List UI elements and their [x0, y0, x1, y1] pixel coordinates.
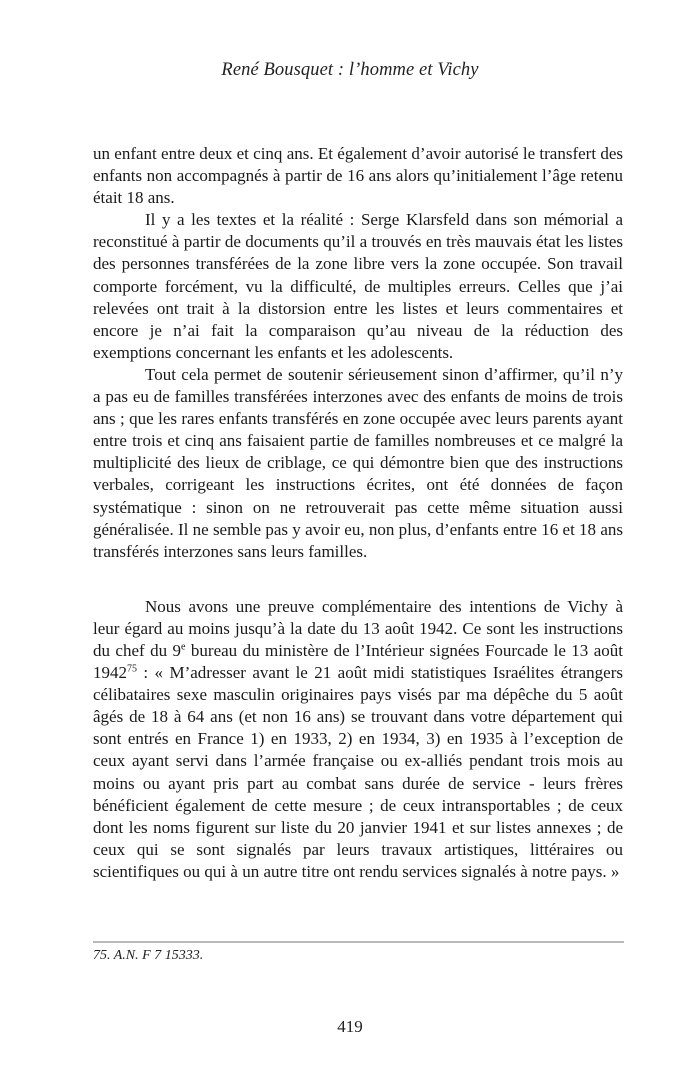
paragraph-spacer: [93, 563, 623, 596]
footnote-separator-rule: [93, 941, 624, 943]
body-text: [93, 143, 623, 883]
paragraph-4: [93, 596, 623, 883]
footnote-reference-75[interactable]: 75: [127, 663, 137, 675]
paragraph-4-part-2: bureau du ministère de l’Intérieur signées Fourcade le 13 août 1942: [93, 640, 623, 683]
footnote-75: 75. A.N. F 7 15333.: [93, 948, 204, 963]
paragraph-4-quotation: : « M’adresser avant le 21 août midi statistiques Israélites étrangers célibataires sexe masculin originaires pays visés par ma dépêche du 5 août âgés de 18 à 64 ans (et non 16 ans) se trouvant dans votre département qui sont entrés en France 1) en 1933, 2) en 1934, 3) en 1935 à l’exception de ceux ayant servi dans l’armée française ou ex-alliés pendant trois mois au moins ou ayant pris part au combat sans durée de service - leurs frères bénéficient également de cette mesure ; de ceux intransportables ; de ceux dont les noms figurent sur liste du 20 janvier 1941 et sur listes annexes ; de ceux qui se sont signalés par leurs travaux artistiques, littéraires ou scientifiques ou qui à un autre titre ont rendu services signalés à notre pays. »: [93, 663, 623, 881]
paragraph-1: un enfant entre deux et cinq ans. Et également d’avoir autorisé le transfert des enfants non accompagnés à partir de 16 ans alors qu’initialement l’âge retenu était 18 ans.: [93, 144, 623, 208]
running-header-title: René Bousquet : l’homme et Vichy: [221, 60, 479, 80]
paragraph-4-part-1: Nous avons une preuve complémentaire des intentions de Vichy à leur égard au moins jusqu’à la date du 13 août 1942. Ce sont les instructions du chef du 9: [93, 596, 623, 660]
page-number: 419: [337, 1017, 363, 1036]
ordinal-superscript: e: [181, 641, 186, 653]
paragraph-2: Il y a les textes et la réalité : Serge Klarsfeld dans son mémorial a reconstitué à partir de documents qu’il a trouvés en très mauvais état les listes des personnes transférées de la zone libre vers la zone occupée. Son travail comporte forcément, vu la difficulté, de multiples erreurs. Celles que j’ai relevées ont trait à la distorsion entre les listes et leurs commentaires et encore je n’ai fait la comparaison qu’au niveau de la réduction des exemptions concernant les enfants et les adolescents.: [93, 210, 623, 362]
paragraph-3: Tout cela permet de soutenir sérieusement sinon d’affirmer, qu’il n’y a pas eu de familles transférées interzones avec des enfants de moins de trois ans ; que les rares enfants transférés en zone occupée avec leurs parents ayant entre trois et cinq ans faisaient partie de familles nombreuses et ce malgré la multiplicité des lieux de criblage, ce qui démontre bien que des instructions verbales, corrigeant les instructions écrites, ont été données de façon systématique : sinon on ne retrouverait pas cette même situation aussi généralisée. Il ne semble pas y avoir eu, non plus, d’enfants entre 16 et 18 ans transférés interzones sans leurs familles.: [93, 364, 623, 561]
